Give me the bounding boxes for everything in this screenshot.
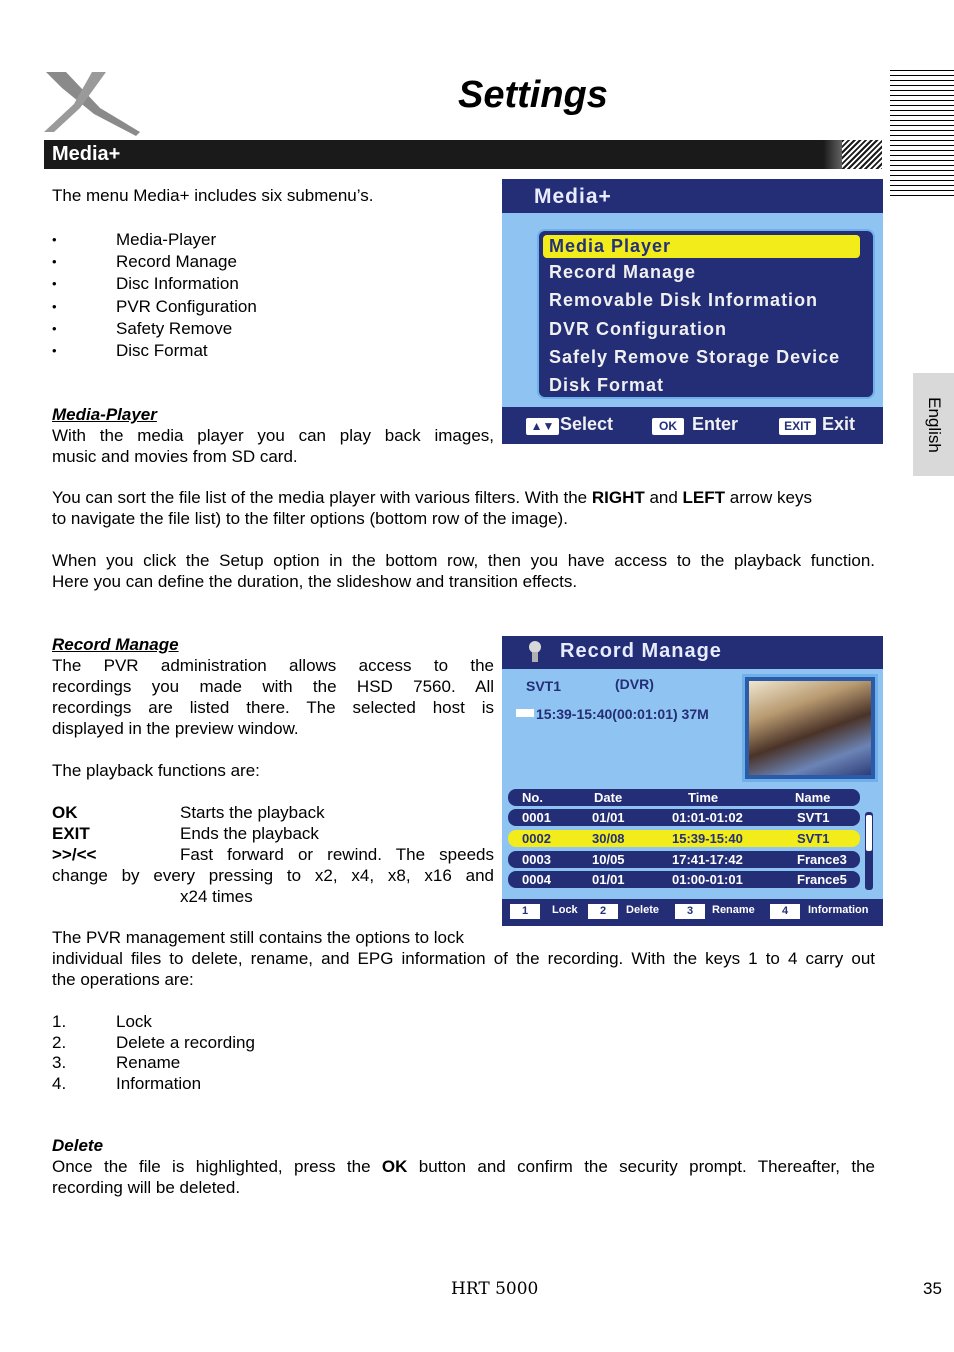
footer-brand: HRT 5000 xyxy=(451,1279,539,1299)
key-3: 3 xyxy=(675,904,705,919)
row-name: SVT1 xyxy=(797,810,830,825)
speeds-line: change by every pressing to x2, x4, x8, x16 and xyxy=(52,866,494,885)
table-row-selected[interactable] xyxy=(508,830,860,847)
screen-footer xyxy=(502,407,883,444)
operation-item xyxy=(52,1032,255,1053)
column-header: Date xyxy=(594,790,623,805)
operation-number: 1. xyxy=(52,1012,67,1031)
page-title: Settings xyxy=(458,74,608,116)
operation-number: 3. xyxy=(52,1053,67,1072)
operation-number: 4. xyxy=(52,1074,67,1093)
playback-key-row xyxy=(52,823,319,844)
list-item: • Safety Remove xyxy=(52,318,257,340)
list-item: • Record Manage xyxy=(52,251,257,273)
media-player-setup-line: Here you can define the duration, the slideshow and transition effects. xyxy=(52,572,578,591)
information-label: Information xyxy=(808,904,869,916)
screen-header xyxy=(502,179,883,213)
brand-logo xyxy=(40,68,142,136)
pvr-options-line: the operations are: xyxy=(52,970,194,989)
record-icon xyxy=(526,640,544,664)
row-name: France5 xyxy=(797,872,847,887)
row-time: 17:41-17:42 xyxy=(672,852,743,867)
operation-label: Rename xyxy=(116,1053,181,1072)
section-title: Media+ xyxy=(52,143,121,165)
row-date: 01/01 xyxy=(592,810,625,825)
progress-bar xyxy=(516,709,534,717)
delete-heading: Delete xyxy=(52,1136,104,1155)
table-row[interactable] xyxy=(508,851,860,868)
screen-header xyxy=(502,636,883,669)
playback-key-row xyxy=(52,802,325,823)
operation-number: 2. xyxy=(52,1033,67,1052)
operation-label: Lock xyxy=(116,1012,152,1031)
preview-window xyxy=(742,674,878,782)
operation-label: Delete a recording xyxy=(116,1033,255,1052)
text-run: arrow keys xyxy=(725,488,812,507)
record-manage-line: recordings are listed there. The selected host is xyxy=(52,698,494,717)
row-name: SVT1 xyxy=(797,831,830,846)
recording-type: (DVR) xyxy=(615,676,654,692)
menu-item-disk-information[interactable]: Removable Disk Information xyxy=(549,290,819,310)
delete-line xyxy=(52,1156,875,1177)
menu-item-media-player[interactable]: Media Player xyxy=(543,235,860,258)
row-time: 01:00-01:01 xyxy=(672,872,743,887)
language-tab xyxy=(913,373,954,476)
speeds-line: x24 times xyxy=(180,887,253,906)
key-name: >>/<< xyxy=(52,845,97,864)
menu-item-record-manage[interactable]: Record Manage xyxy=(549,262,697,282)
enter-label: Enter xyxy=(692,414,739,434)
list-item: • Disc Information xyxy=(52,273,257,295)
pvr-options-line: individual files to delete, rename, and EPG information of the recording. With the keys 1 to 4 carry out xyxy=(52,949,875,968)
key-1: 1 xyxy=(510,904,540,919)
recording-time-info: 15:39-15:40(00:01:01) 37M xyxy=(536,706,709,722)
rename-label: Rename xyxy=(712,904,755,916)
ok-key-text: OK xyxy=(381,1157,408,1176)
row-date: 01/01 xyxy=(592,872,625,887)
media-player-line: With the media player you can play back images, xyxy=(52,426,494,445)
list-item: • PVR Configuration xyxy=(52,296,257,318)
submenu-list xyxy=(52,229,257,362)
table-header xyxy=(508,789,860,806)
scrollbar-thumb[interactable] xyxy=(866,815,872,851)
key-description: Fast forward or rewind. The speeds xyxy=(180,845,494,864)
list-item: • Media-Player xyxy=(52,229,257,251)
row-number: 0004 xyxy=(522,872,551,887)
operation-label: Information xyxy=(116,1074,202,1093)
list-item: • Disc Format xyxy=(52,340,257,362)
delete-line: recording will be deleted. xyxy=(52,1178,241,1197)
key-description: Ends the playback xyxy=(180,824,319,843)
key-name: OK xyxy=(52,803,78,822)
page-number: 35 xyxy=(923,1279,942,1298)
section-header-bar xyxy=(44,140,882,169)
preview-image xyxy=(749,681,871,775)
operation-item xyxy=(52,1073,201,1094)
intro-text: The menu Media+ includes six submenu’s. xyxy=(52,186,374,205)
menu-box xyxy=(537,229,875,399)
media-player-sort-line: to navigate the file list) to the filter options (bottom row of the image). xyxy=(52,509,568,528)
menu-item-dvr-configuration[interactable]: DVR Configuration xyxy=(549,319,727,339)
table-row[interactable] xyxy=(508,871,860,888)
table-scrollbar[interactable] xyxy=(865,812,873,890)
column-header: No. xyxy=(522,790,543,805)
right-key-text: RIGHT xyxy=(591,488,645,507)
select-label: Select xyxy=(560,414,614,434)
section-bar-hatch xyxy=(842,140,882,169)
menu-item-disk-format[interactable]: Disk Format xyxy=(549,375,665,395)
text-run: and xyxy=(644,488,683,507)
language-tab-label: English xyxy=(924,396,944,453)
key-name: EXIT xyxy=(52,824,90,843)
row-date: 10/05 xyxy=(592,852,625,867)
table-row[interactable] xyxy=(508,809,860,826)
media-plus-screenshot xyxy=(502,179,883,444)
media-player-line: music and movies from SD card. xyxy=(52,447,298,466)
screen-title: Record Manage xyxy=(560,640,722,662)
key-4: 4 xyxy=(770,904,800,919)
exit-label: Exit xyxy=(822,414,856,434)
row-time: 15:39-15:40 xyxy=(672,831,743,846)
row-time: 01:01-01:02 xyxy=(672,810,743,825)
playback-key-row xyxy=(52,844,494,865)
record-manage-line: The PVR administration allows access to the xyxy=(52,656,494,675)
media-player-heading: Media-Player xyxy=(52,405,157,424)
updown-arrow-icon: ▲▼ xyxy=(526,418,559,435)
column-header: Name xyxy=(795,790,831,805)
text-run: button and confirm the security prompt. Thereafter, the xyxy=(407,1157,875,1176)
playback-intro: The playback functions are: xyxy=(52,761,260,780)
screen-title: Media+ xyxy=(534,185,612,208)
operation-item xyxy=(52,1011,152,1032)
record-manage-line: recordings you made with the HSD 7560. All xyxy=(52,677,494,696)
record-manage-screenshot xyxy=(502,636,883,926)
exit-key: EXIT xyxy=(779,418,816,435)
delete-label: Delete xyxy=(626,904,660,916)
ok-key: OK xyxy=(652,418,684,435)
text-run: Once the file is highlighted, press the xyxy=(52,1157,382,1176)
media-player-sort-paragraph xyxy=(52,487,875,508)
lock-label: Lock xyxy=(552,904,578,916)
screen-footer xyxy=(502,899,883,926)
channel-name: SVT1 xyxy=(526,678,562,694)
corner-stripes-decoration xyxy=(890,70,954,196)
pvr-options-line: The PVR management still contains the options to lock xyxy=(52,928,464,947)
text-run: You can sort the file list of the media player with various filters. With the xyxy=(52,488,592,507)
menu-item-safely-remove[interactable]: Safely Remove Storage Device xyxy=(549,347,841,367)
row-number: 0001 xyxy=(522,810,551,825)
row-name: France3 xyxy=(797,852,847,867)
record-manage-line: displayed in the preview window. xyxy=(52,719,299,738)
media-player-setup-line: When you click the Setup option in the bottom row, then you have access to the playback function. xyxy=(52,551,875,570)
left-key-text: LEFT xyxy=(682,488,726,507)
column-header: Time xyxy=(688,790,719,805)
key-description: Starts the playback xyxy=(180,803,325,822)
record-manage-heading: Record Manage xyxy=(52,635,179,654)
row-number: 0003 xyxy=(522,852,551,867)
row-date: 30/08 xyxy=(592,831,625,846)
key-2: 2 xyxy=(588,904,618,919)
operation-item xyxy=(52,1052,180,1073)
row-number: 0002 xyxy=(522,831,551,846)
